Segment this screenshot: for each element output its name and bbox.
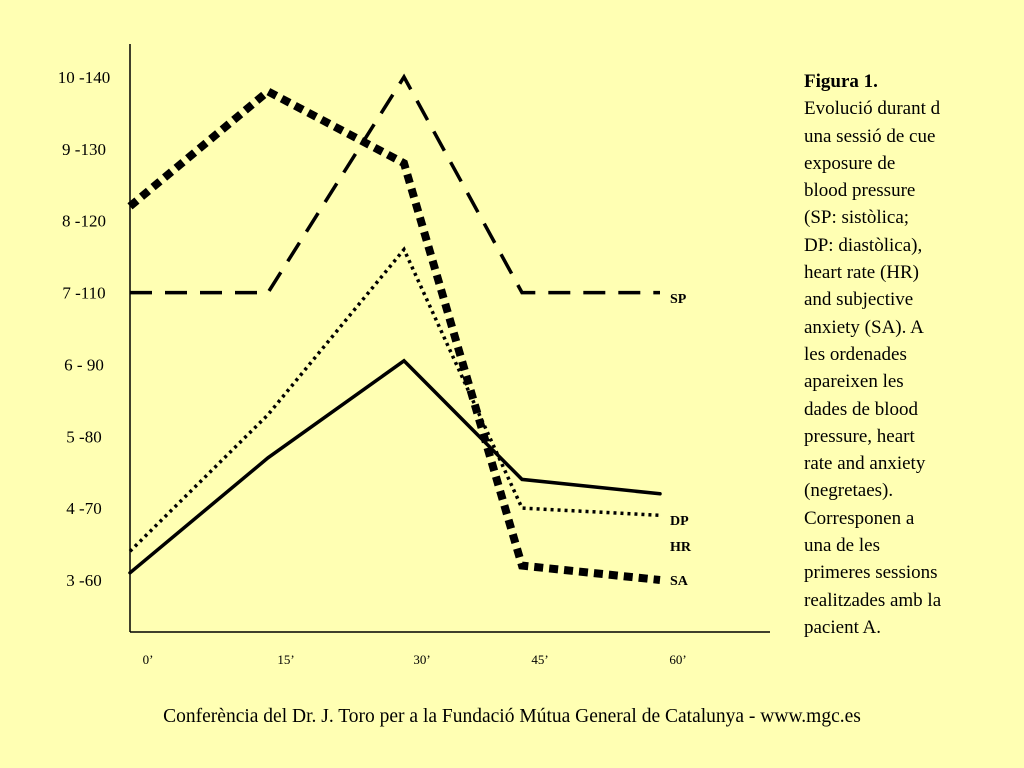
caption-text bbox=[804, 95, 984, 641]
series-label-hr: HR bbox=[670, 540, 691, 555]
y-tick-label: 4 -70 bbox=[66, 499, 102, 519]
caption-line: (SP: sistòlica; bbox=[804, 207, 910, 229]
series-labels bbox=[670, 292, 692, 589]
caption-line: una sessió de cue bbox=[804, 125, 936, 147]
caption-line: and subjective bbox=[804, 289, 914, 311]
caption-line: pressure, heart bbox=[804, 425, 915, 447]
x-tick-label: 60’ bbox=[669, 652, 687, 667]
caption-line: primeres sessions bbox=[804, 562, 938, 584]
caption-title: Figura 1. bbox=[804, 71, 878, 92]
figure-caption bbox=[804, 68, 984, 641]
y-tick-label: 3 -60 bbox=[66, 571, 102, 590]
caption-line: pacient A. bbox=[804, 616, 882, 638]
x-tick-label: 0’ bbox=[142, 652, 154, 667]
caption-line: realitzades amb la bbox=[804, 589, 942, 611]
x-axis-ticks bbox=[143, 652, 687, 667]
footer-credit: Conferència del Dr. J. Toro per a la Fundació Mútua General de Catalunya - www.mgc.es bbox=[163, 706, 861, 727]
y-tick-label: 6 - 90 bbox=[64, 355, 104, 375]
series-line-hr bbox=[130, 361, 660, 573]
caption-line: dades de blood bbox=[804, 398, 918, 420]
y-tick-label: 7 -110 bbox=[62, 283, 106, 303]
caption-line: (negretaes). bbox=[804, 480, 894, 502]
x-tick-label: 15’ bbox=[277, 652, 295, 667]
caption-line: una de les bbox=[804, 535, 880, 557]
series-label-sp: SP bbox=[670, 292, 687, 307]
y-tick-label: 8 -120 bbox=[62, 211, 106, 231]
caption-line: blood pressure bbox=[804, 180, 916, 202]
caption-line: Evolució durant d bbox=[804, 98, 941, 120]
y-axis-ticks bbox=[58, 68, 110, 590]
caption-line: Corresponen a bbox=[804, 507, 915, 529]
caption-line: les ordenades bbox=[804, 343, 907, 365]
x-tick-label: 45’ bbox=[531, 652, 549, 667]
caption-line: rate and anxiety bbox=[804, 453, 926, 475]
caption-line: heart rate (HR) bbox=[804, 262, 919, 284]
caption-line: DP: diastòlica), bbox=[804, 234, 923, 256]
x-tick-label: 30’ bbox=[413, 652, 431, 667]
y-tick-label: 10 -140 bbox=[57, 68, 111, 87]
caption-line: exposure de bbox=[804, 152, 896, 174]
series-label-dp: DP bbox=[670, 514, 689, 529]
caption-line: apareixen les bbox=[804, 371, 904, 393]
y-tick-label: 5 -80 bbox=[66, 427, 102, 447]
caption-line: anxiety (SA). A bbox=[804, 316, 924, 338]
y-tick-label: 9 -130 bbox=[62, 139, 106, 159]
series-label-sa: SA bbox=[670, 574, 688, 589]
series-lines bbox=[130, 77, 660, 580]
